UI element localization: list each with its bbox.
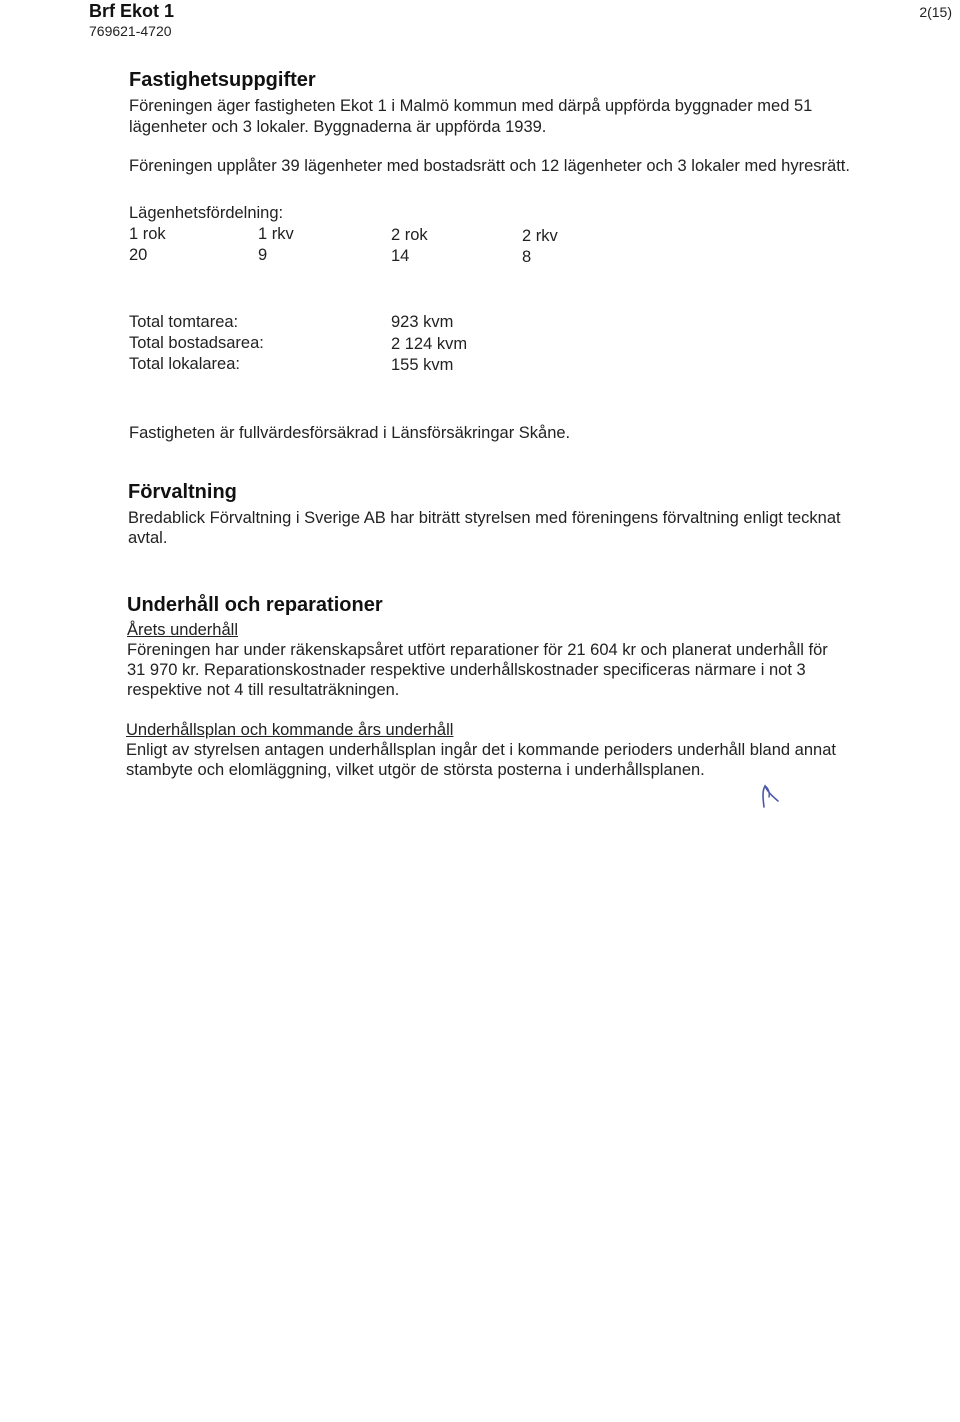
handwritten-initial-icon xyxy=(758,783,782,809)
area-value: 923 kvm xyxy=(391,313,454,331)
distribution-count: 8 xyxy=(522,248,532,266)
distribution-count: 9 xyxy=(258,246,268,264)
distribution-type: 2 rkv xyxy=(522,227,558,245)
property-heading: Fastighetsuppgifter xyxy=(129,69,316,91)
org-number: 769621-4720 xyxy=(89,23,172,39)
management-line1: Bredablick Förvaltning i Sverige AB har biträtt styrelsen med föreningens förvaltning enligt tecknat xyxy=(128,509,841,527)
area-value: 155 kvm xyxy=(391,356,454,374)
distribution-type: 2 rok xyxy=(391,226,428,244)
maintenance-plan-line2: stambyte och elomläggning, vilket utgör de största posterna i underhållsplanen. xyxy=(126,761,705,779)
distribution-label: Lägenhetsfördelning: xyxy=(129,204,284,222)
maintenance-plan-line1: Enligt av styrelsen antagen underhållsplan ingår det i kommande perioders underhåll bland annat xyxy=(126,741,836,759)
distribution-type: 1 rok xyxy=(129,225,166,243)
property-para2: Föreningen upplåter 39 lägenheter med bostadsrätt och 12 lägenheter och 3 lokaler med hyresrätt. xyxy=(129,157,850,175)
maintenance-plan-subheading: Underhållsplan och kommande års underhåll xyxy=(126,721,454,739)
management-heading: Förvaltning xyxy=(128,481,237,503)
insurance-text: Fastigheten är fullvärdesförsäkrad i Länsförsäkringar Skåne. xyxy=(129,424,571,442)
annual-maintenance-subheading: Årets underhåll xyxy=(127,621,238,639)
area-label: Total bostadsarea: xyxy=(129,334,264,352)
distribution-type: 1 rkv xyxy=(258,225,294,243)
annual-maintenance-line3: respektive not 4 till resultaträkningen. xyxy=(127,681,400,699)
property-para1-line2: lägenheter och 3 lokaler. Byggnaderna är uppförda 1939. xyxy=(129,118,547,136)
annual-maintenance-line2: 31 970 kr. Reparationskostnader respektive underhållskostnader specificeras närmare i not 3 xyxy=(127,661,806,679)
org-name: Brf Ekot 1 xyxy=(89,1,175,21)
management-line2: avtal. xyxy=(128,529,168,547)
area-label: Total tomtarea: xyxy=(129,313,239,331)
page-number: 2(15) xyxy=(919,4,952,20)
area-value: 2 124 kvm xyxy=(391,335,468,353)
area-label: Total lokalarea: xyxy=(129,355,240,373)
property-para1-line1: Föreningen äger fastigheten Ekot 1 i Malmö kommun med därpå uppförda byggnader med 51 xyxy=(129,97,813,115)
distribution-count: 20 xyxy=(129,246,148,264)
maintenance-heading: Underhåll och reparationer xyxy=(127,594,383,616)
annual-maintenance-line1: Föreningen har under räkenskapsåret utfört reparationer för 21 604 kr och planerat underhåll för xyxy=(127,641,828,659)
distribution-count: 14 xyxy=(391,247,410,265)
